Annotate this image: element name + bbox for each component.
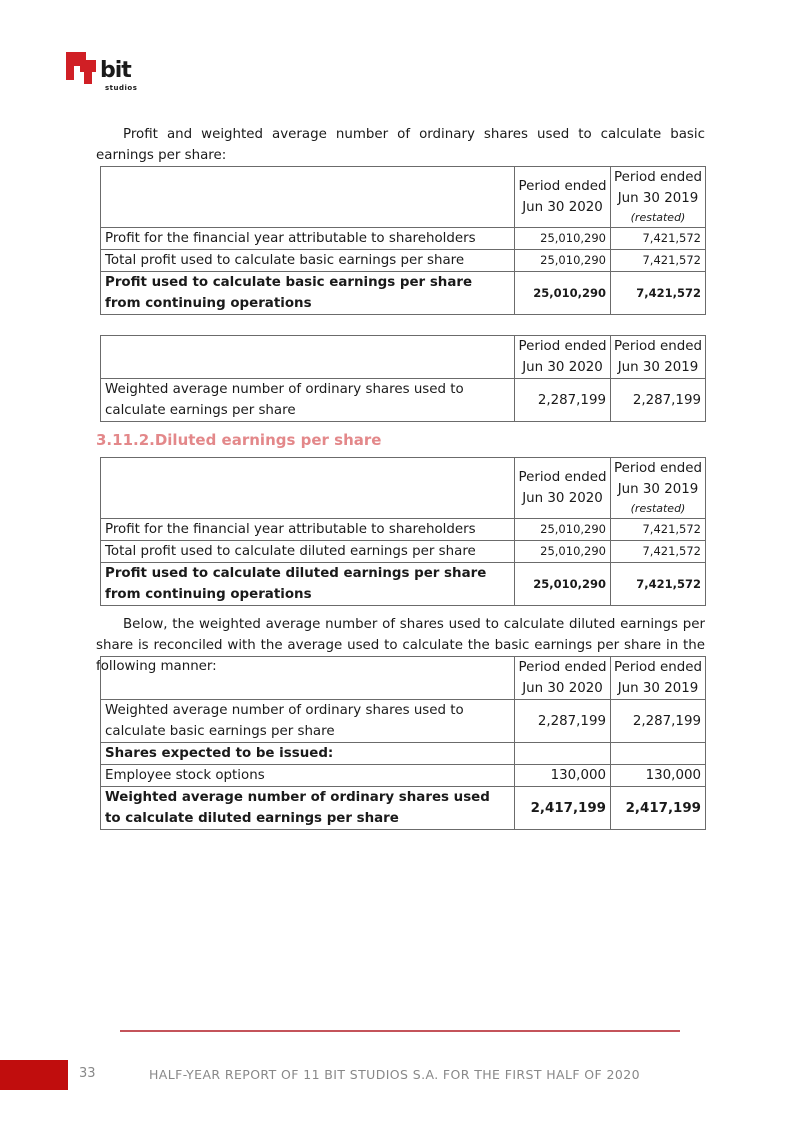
value-2019: 7,421,572 [611,272,706,315]
header-period-2019: Period ended Jun 30 2019 (restated) [611,167,706,228]
header-cell-empty [101,336,515,379]
value-2019: 7,421,572 [611,228,706,250]
value-2020: 25,010,290 [515,250,611,272]
basic-weighted-shares-table [100,335,706,422]
company-logo [64,50,150,94]
restated-note: (restated) [630,211,686,224]
table-header-row [101,167,706,228]
value-2019: 7,421,572 [611,250,706,272]
value-2020 [515,743,611,765]
value-2020: 25,010,290 [515,272,611,315]
header-period-2019: Period ended Jun 30 2019 [611,657,706,700]
value-2019 [611,743,706,765]
footer-title: HALF-YEAR REPORT OF 11 BIT STUDIOS S.A. FOR THE FIRST HALF OF 2020 [149,1067,640,1082]
header-period-2019: Period ended Jun 30 2019 (restated) [611,458,706,519]
header-period-2020: Period ended Jun 30 2020 [515,657,611,700]
header-cell-empty [101,167,515,228]
header-period-2019: Period ended Jun 30 2019 [611,336,706,379]
basic-earnings-profit-table [100,166,706,315]
section-heading: 3.11.2.Diluted earnings per share [96,431,382,449]
value-2019: 7,421,572 [611,563,706,606]
intro-paragraph: Profit and weighted average number of ordinary shares used to calculate basic earnings per share: [96,127,705,163]
value-2019: 2,287,199 [611,379,706,422]
footer-accent-block [0,1060,68,1090]
header-period-2020: Period ended Jun 30 2020 [515,167,611,228]
row-label: Profit used to calculate diluted earnings per share from continuing operations [101,563,515,606]
table-row [101,228,706,250]
page-number: 33 [79,1066,96,1081]
table-header-row [101,458,706,519]
value-2019: 2,417,199 [611,787,706,830]
table-row-total [101,787,706,830]
table-row-total [101,272,706,315]
table-row-total [101,563,706,606]
row-label: Profit for the financial year attributable to shareholders [101,519,515,541]
row-label: Weighted average number of ordinary shares used to calculate basic earnings per share [101,700,515,743]
value-2020: 2,287,199 [515,379,611,422]
table-header-row [101,336,706,379]
diluted-shares-reconciliation-table [100,656,706,830]
row-label: Shares expected to be issued: [101,743,515,765]
restated-note: (restated) [630,502,686,515]
table-row [101,541,706,563]
value-2020: 2,287,199 [515,700,611,743]
table-row [101,743,706,765]
row-label: Profit used to calculate basic earnings per share from continuing operations [101,272,515,315]
value-2020: 2,417,199 [515,787,611,830]
value-2019: 7,421,572 [611,541,706,563]
reconcile-paragraph: Below, the weighted average number of shares used to calculate diluted earnings per share is reconciled with the average used to calculate the basic earnings per share in the following manner: [96,617,705,674]
row-label: Weighted average number of ordinary shares used to calculate earnings per share [101,379,515,422]
row-label: Total profit used to calculate diluted earnings per share [101,541,515,563]
table-row [101,250,706,272]
value-2019: 2,287,199 [611,700,706,743]
value-2020: 25,010,290 [515,519,611,541]
table-row [101,379,706,422]
header-cell-empty [101,657,515,700]
diluted-earnings-profit-table [100,457,706,606]
table-row [101,519,706,541]
value-2020: 25,010,290 [515,541,611,563]
value-2020: 25,010,290 [515,228,611,250]
row-label: Employee stock options [101,765,515,787]
value-2019: 130,000 [611,765,706,787]
table-row [101,765,706,787]
row-label: Total profit used to calculate basic earnings per share [101,250,515,272]
value-2020: 25,010,290 [515,563,611,606]
value-2020: 130,000 [515,765,611,787]
table-header-row [101,657,706,700]
header-period-2020: Period ended Jun 30 2020 [515,336,611,379]
header-period-2020: Period ended Jun 30 2020 [515,458,611,519]
row-label: Weighted average number of ordinary shares used to calculate diluted earnings per share [101,787,515,830]
row-label: Profit for the financial year attributable to shareholders [101,228,515,250]
header-cell-empty [101,458,515,519]
logo-subtext: studios [105,84,138,92]
logo-text: bit [100,58,131,83]
footer-divider [120,1030,680,1032]
value-2019: 7,421,572 [611,519,706,541]
table-row [101,700,706,743]
